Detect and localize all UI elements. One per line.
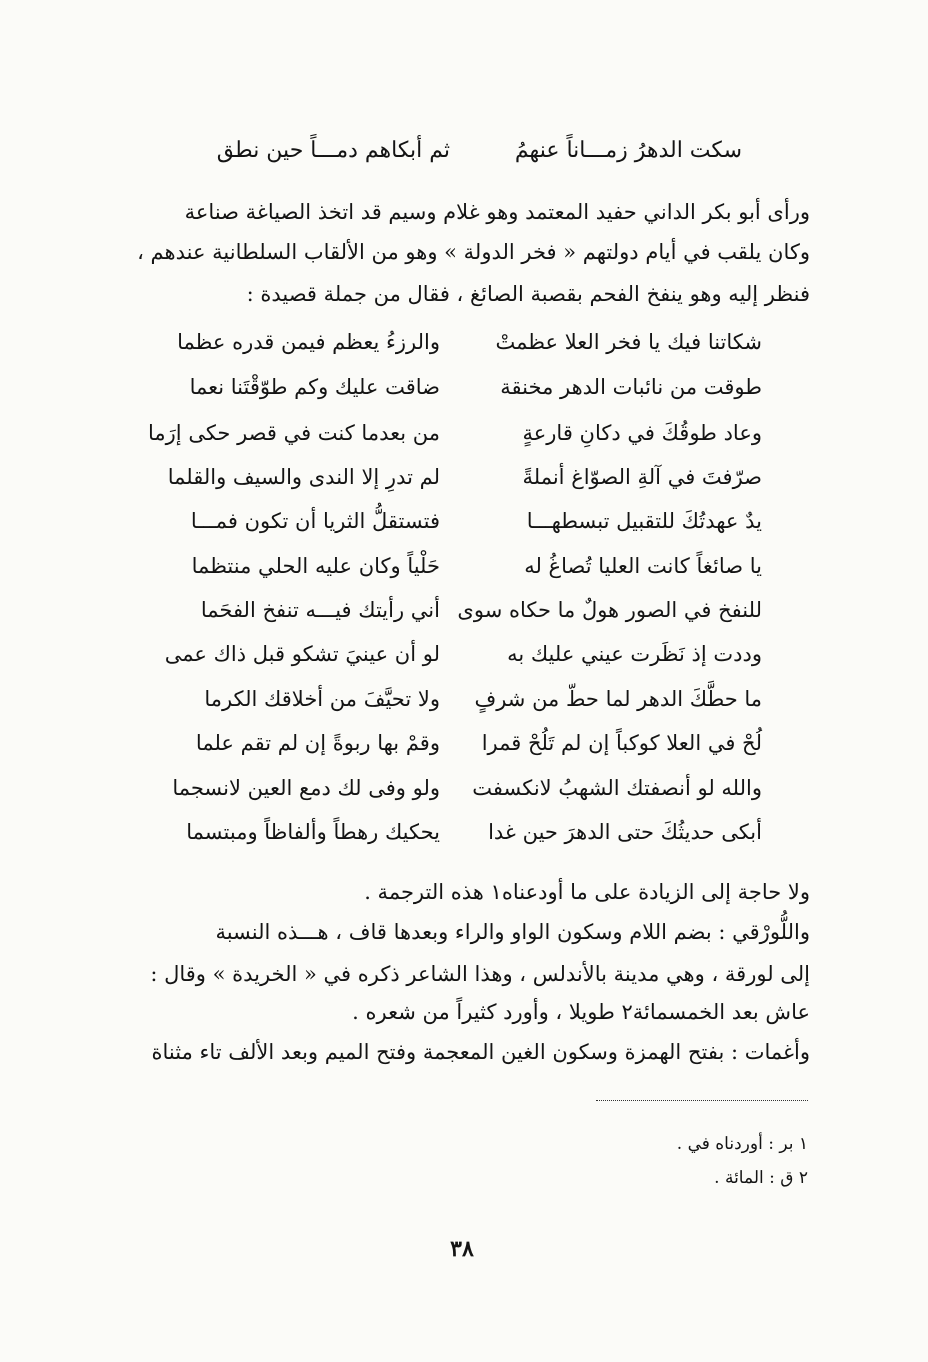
footnote: ١ بر : أوردناه في . — [676, 1134, 808, 1154]
page-number: ٣٨ — [450, 1236, 474, 1262]
poem-first-hemistich: يدٌ عهدتُكَ للتقبيل تبسطهـــا — [526, 509, 762, 533]
poem-first-hemistich: للنفخ في الصور هولٌ ما حكاه سوى — [457, 598, 762, 622]
closing-line: عاش بعد الخمسمائة٢ طويلا ، وأورد كثيراً من شعره . — [352, 1000, 810, 1024]
poem-first-hemistich: ما حطَّكَ الدهر لما حطّ من شرفٍ — [474, 687, 762, 711]
poem-first-hemistich: أبكى حديثُكَ حتى الدهرَ حين غدا — [488, 820, 762, 844]
closing-line: واللُّورْقي : بضم اللام وسكون الواو والراء وبعدها قاف ، هـــذه النسبة — [215, 920, 810, 944]
intro-line: وكان يلقب في أيام دولتهم « فخر الدولة » وهو من الألقاب السلطانية عندهم ، — [137, 240, 810, 264]
poem-first-hemistich: شكاتنا فيك يا فخر العلا عظمتْ — [495, 330, 762, 354]
intro-line: فنظر إليه وهو ينفخ الفحم بقصبة الصائغ ، فقال من جملة قصيدة : — [246, 282, 810, 306]
poem-first-hemistich: طوقت من نائبات الدهر مخنقة — [500, 375, 762, 399]
closing-line: وأغمات : بفتح الهمزة وسكون الغين المعجمة وفتح الميم وبعد الألف تاء مثناة — [151, 1040, 810, 1064]
poem-second-hemistich: ضاقت عليك وكم طوّقْتَنا نعما — [189, 375, 440, 399]
poem-second-hemistich: أني رأيتك فيـــه تنفخ الفحَما — [200, 598, 440, 622]
poem-first-hemistich: وددت إذ نَظَرت عيني عليك به — [507, 642, 762, 666]
opening-verse-second-hemistich: ثم أبكاهم دمـــاً حين نطق — [216, 138, 450, 163]
poem-first-hemistich: لُحْ في العلا كوكباً إن لم تَلُحْ قمرا — [481, 731, 762, 755]
poem-second-hemistich: وقمْ بها ربوةً إن لم تقم علما — [195, 731, 440, 755]
poem-first-hemistich: والله لو أنصفتك الشهبُ لانكسفت — [472, 776, 762, 800]
poem-first-hemistich: يا صائغاً كانت العليا تُصاغُ له — [524, 554, 762, 578]
footnote: ٢ ق : المائة . — [714, 1168, 808, 1188]
poem-first-hemistich: صرّفتَ في آلةِ الصوّاغ أنملةً — [522, 465, 762, 489]
opening-verse-first-hemistich: سكت الدهرُ زمـــاناً عنهمُ — [514, 138, 742, 163]
closing-line: ولا حاجة إلى الزيادة على ما أودعناه١ هذه الترجمة . — [364, 880, 810, 904]
poem-second-hemistich: لو أن عينيَ تشكو قبل ذاك عمى — [164, 642, 440, 666]
poem-first-hemistich: وعاد طوقُكَ في دكانِ قارعةٍ — [522, 421, 762, 445]
closing-line: إلى لورقة ، وهي مدينة بالأندلس ، وهذا الشاعر ذكره في « الخريدة » وقال : — [150, 962, 810, 986]
poem-second-hemistich: من بعدما كنت في قصر حكى إرَما — [148, 421, 440, 445]
poem-second-hemistich: يحكيك رهطاً وألفاظاً ومبتسما — [186, 820, 440, 844]
poem-second-hemistich: والرزءُ يعظم فيمن قدره عظما — [177, 330, 440, 354]
poem-second-hemistich: حَلْياً وكان عليه الحلي منتظما — [191, 554, 440, 578]
intro-line: ورأى أبو بكر الداني حفيد المعتمد وهو غلام وسيم قد اتخذ الصياغة صناعة — [184, 200, 810, 224]
poem-second-hemistich: فتستقلُّ الثريا أن تكون فمـــا — [190, 509, 440, 533]
poem-second-hemistich: لم تدرِ إلا الندى والسيف والقلما — [167, 465, 440, 489]
poem-second-hemistich: ولا تحيَّفَ من أخلاقك الكرما — [204, 687, 440, 711]
poem-second-hemistich: ولو وفى لك دمع العين لانسجما — [172, 776, 440, 800]
footnote-divider — [596, 1100, 808, 1101]
